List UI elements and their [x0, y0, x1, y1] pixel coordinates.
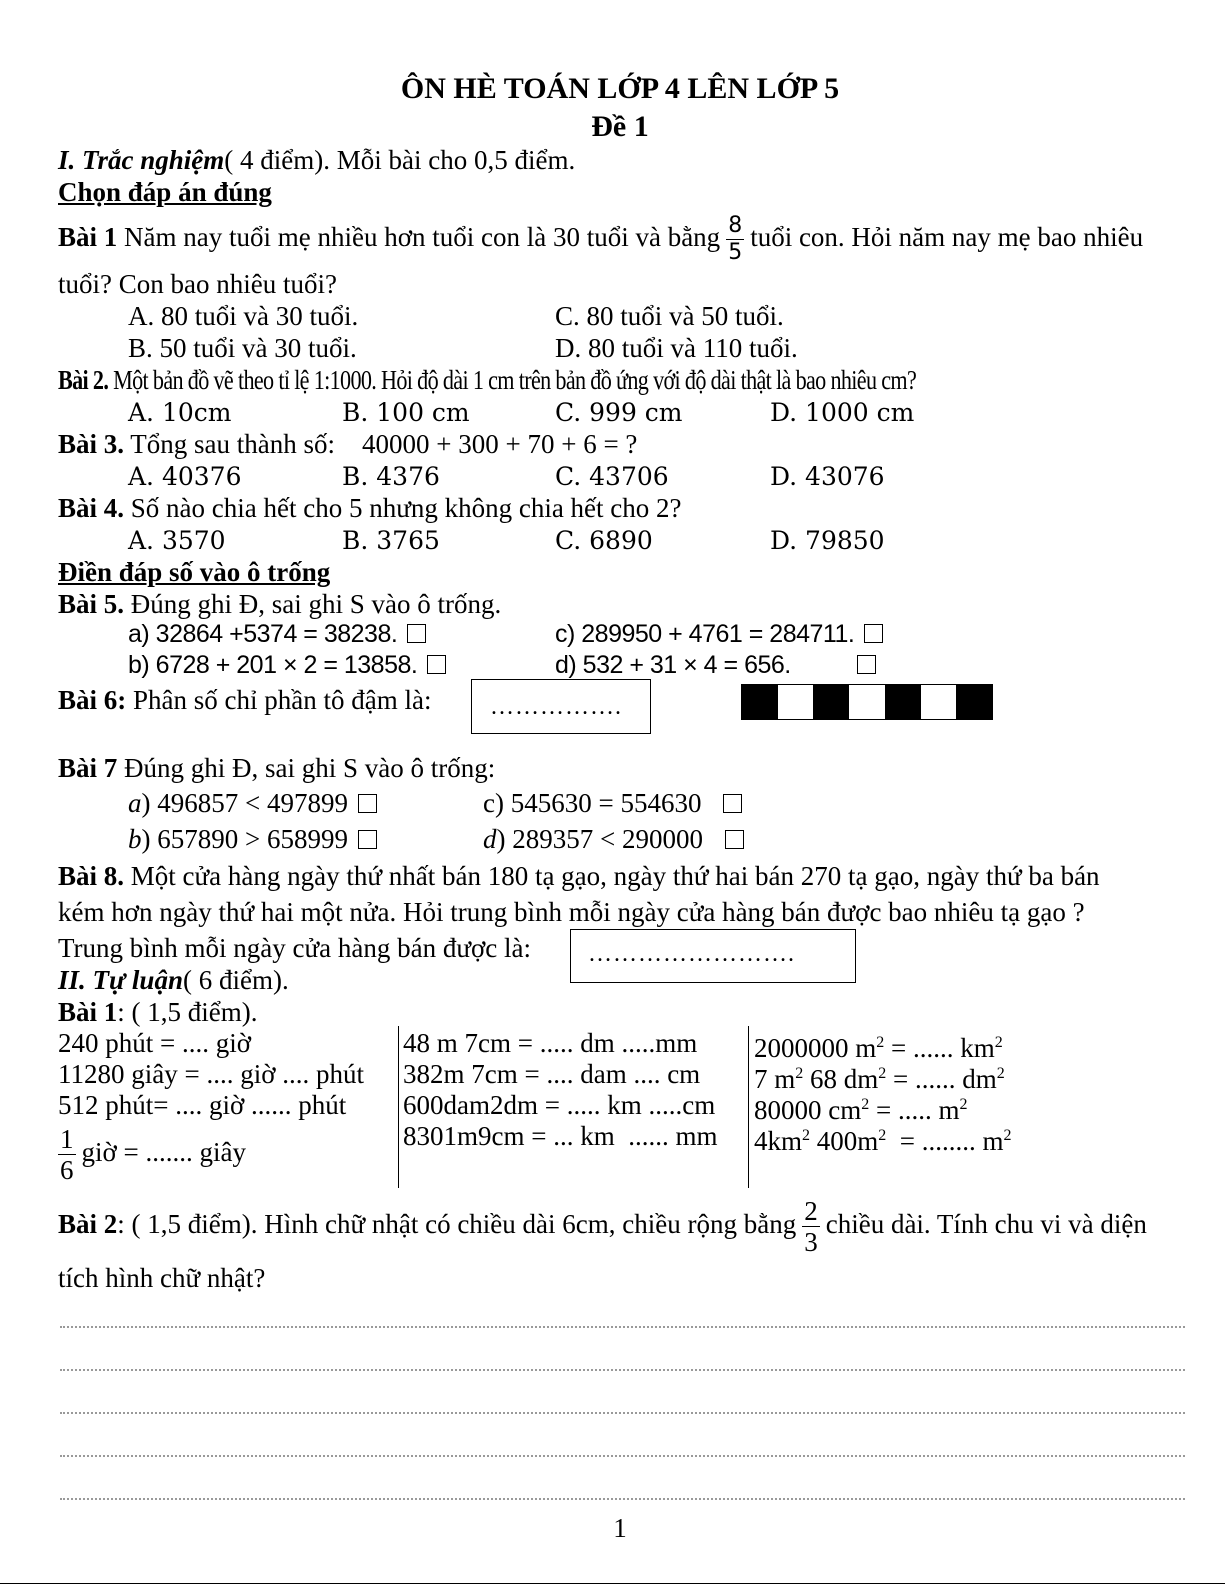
bai5-text: Đúng ghi Đ, sai ghi S vào ô trống. — [130, 589, 502, 619]
bai2-text: Một bản đồ vẽ theo tỉ lệ 1:1000. Hỏi độ dài 1 cm trên bản đồ ứng với độ dài thật là bao nhiêu cm? — [113, 365, 917, 395]
bai1-frac-num: 8 — [728, 213, 743, 239]
bai1-frac-den: 5 — [728, 240, 743, 266]
table-divider — [398, 1026, 399, 1188]
conv-frac-den: 6 — [60, 1155, 74, 1186]
bai8-blank: ……………………. — [588, 941, 795, 967]
bai2-question — [58, 364, 916, 396]
part2-heading — [58, 964, 289, 996]
bai3-label: Bài 3. — [58, 429, 125, 459]
bai6-blank: ……………. — [490, 694, 622, 720]
bai7-text: Đúng ghi Đ, sai ghi S vào ô trống: — [124, 753, 496, 783]
bai7-item-d-prefix: d — [483, 824, 497, 854]
answer-checkbox[interactable] — [427, 655, 446, 674]
bar-cell-shaded — [885, 685, 921, 719]
conv-col1-row1: 240 phút = .... giờ — [58, 1028, 252, 1058]
conv-col1-row4 — [58, 1120, 246, 1185]
page-subtitle: Đề 1 — [591, 110, 649, 143]
bai7-item-b — [128, 823, 377, 855]
bai3-option-a: A. 40376 — [128, 462, 242, 491]
tl1-text: : ( 1,5 điểm). — [117, 997, 258, 1027]
bai6-label: Bài 6: — [58, 685, 127, 715]
bar-cell-shaded — [813, 685, 849, 719]
tl2-question — [58, 1192, 1147, 1256]
tl1-label: Bài 1 — [58, 997, 118, 1027]
conv-col3-row2-c: = ...... dm — [886, 1064, 997, 1094]
bai7-item-c-text: ) 545630 = 554630 — [494, 788, 702, 818]
bai5-item-a-text: a) 32864 +5374 = 38238. — [128, 620, 398, 648]
conv-col3-row3-b: = ..... m — [869, 1095, 960, 1125]
conv-col3-row1-a: 2000000 m — [754, 1033, 877, 1063]
sup: 2 — [1003, 1127, 1012, 1144]
section-choose-answer: Chọn đáp án đúng — [58, 177, 272, 207]
table-divider — [748, 1026, 749, 1188]
conv-col3-row3-a: 80000 cm — [754, 1095, 862, 1125]
bai7-item-b-prefix: b — [128, 824, 142, 854]
conv-col1-row3: 512 phút= .... giờ ...... phút — [58, 1090, 347, 1120]
bai3-option-c: C. 43706 — [555, 462, 669, 491]
answer-checkbox[interactable] — [725, 830, 744, 849]
bai1-option-a: A. 80 tuổi và 30 tuổi. — [128, 301, 359, 331]
bai4-text: Số nào chia hết cho 5 nhưng không chia hết cho 2? — [130, 493, 682, 523]
bai4-option-d: D. 79850 — [770, 526, 885, 555]
tl2-label: Bài 2 — [58, 1209, 118, 1239]
bai1-text2: tuổi con. Hỏi năm nay mẹ bao nhiêu — [750, 222, 1144, 252]
page-bottom-rule — [0, 1583, 1225, 1584]
conv-col2-row2: 382m 7cm = .... dam .... cm — [403, 1059, 701, 1089]
sup: 2 — [996, 1065, 1005, 1082]
answer-checkbox[interactable] — [407, 624, 426, 643]
bai2-option-b: B. 100 cm — [342, 398, 470, 427]
tl2-frac-num: 2 — [804, 1196, 818, 1227]
tl2-frac-den: 3 — [804, 1227, 818, 1258]
bai7-question — [58, 752, 495, 784]
bai5-item-c — [555, 618, 883, 650]
tl2-text2: chiều dài. Tính chu vi và diện — [825, 1209, 1147, 1239]
sup: 2 — [878, 1065, 887, 1082]
conv-col3-row2-a: 7 m — [754, 1064, 796, 1094]
bai7-item-d-text: ) 289357 < 290000 — [496, 824, 703, 854]
bar-cell-shaded — [956, 685, 992, 719]
tl2-text3: tích hình chữ nhật? — [58, 1263, 266, 1293]
part2-heading-rest: ( 6 điểm). — [182, 965, 289, 995]
conv-col1-row2: 11280 giây = .... giờ .... phút — [58, 1059, 364, 1089]
bai1-text3: tuổi? Con bao nhiêu tuổi? — [58, 269, 337, 299]
bai1-fraction — [726, 213, 744, 266]
bai4-option-b: B. 3765 — [342, 526, 440, 555]
bai8-question — [58, 860, 1100, 892]
bai7-item-b-text: ) 657890 > 658999 — [141, 824, 348, 854]
bai1-option-d: D. 80 tuổi và 110 tuổi. — [555, 333, 798, 363]
bai7-item-a-prefix: a — [128, 788, 142, 818]
shaded-fraction-bar — [741, 684, 993, 720]
bai6-text: Phân số chỉ phần tô đậm là: — [133, 685, 432, 715]
bai8-label: Bài 8. — [58, 861, 125, 891]
conv-col2-row4: 8301m9cm = ... km ...... mm — [403, 1121, 718, 1151]
bai5-item-b — [128, 649, 446, 681]
bai7-label: Bài 7 — [58, 753, 118, 783]
sup: 2 — [959, 1096, 968, 1113]
answer-line[interactable] — [60, 1326, 1185, 1328]
answer-line[interactable] — [60, 1498, 1185, 1500]
conv-col3-row4-b: 400m — [810, 1126, 879, 1156]
bai8-text3: Trung bình mỗi ngày cửa hàng bán được là: — [58, 933, 531, 963]
conv-col3-row4-a: 4km — [754, 1126, 803, 1156]
bai8-text1: Một cửa hàng ngày thứ nhất bán 180 tạ gạo, ngày thứ hai bán 270 tạ gạo, ngày thứ ba bán — [130, 861, 1100, 891]
conv-col1-row4-text: giờ = ....... giây — [81, 1137, 246, 1167]
conv-col3-row2-b: 68 dm — [803, 1064, 879, 1094]
bai5-item-c-text: c) 289950 + 4761 = 284711. — [555, 620, 855, 648]
bai5-question — [58, 588, 501, 620]
bai8-text2: kém hơn ngày thứ hai một nửa. Hỏi trung bình mỗi ngày cửa hàng bán được bao nhiêu tạ gạo ? — [58, 897, 1085, 927]
bai1-option-b: B. 50 tuổi và 30 tuổi. — [128, 333, 357, 363]
bai5-item-d-text: d) 532 + 31 × 4 = 656. — [555, 651, 791, 679]
tl2-text1: : ( 1,5 điểm). Hình chữ nhật có chiều dài 6cm, chiều rộng bằng — [117, 1209, 797, 1239]
bai7-item-a — [128, 787, 377, 819]
page-number: 1 — [613, 1513, 627, 1543]
bar-cell-shaded — [742, 685, 778, 719]
answer-checkbox[interactable] — [358, 830, 377, 849]
conv-col3-row4-c: = ........ m — [886, 1126, 1004, 1156]
bai3-question — [58, 428, 637, 460]
bai1-option-c: C. 80 tuổi và 50 tuổi. — [555, 301, 784, 331]
bai7-item-c-prefix: c — [483, 788, 495, 818]
bai7-item-c — [483, 787, 742, 819]
sup: 2 — [876, 1034, 885, 1051]
bai4-question — [58, 492, 682, 524]
part1-heading-rest: ( 4 điểm). Mỗi bài cho 0,5 điểm. — [224, 145, 576, 175]
bai3-option-b: B. 4376 — [342, 462, 440, 491]
sup: 2 — [795, 1065, 804, 1082]
bai4-option-a: A. 3570 — [128, 526, 226, 555]
bai4-label: Bài 4. — [58, 493, 125, 523]
answer-line[interactable] — [60, 1412, 1185, 1414]
bai2-option-a: A. 10cm — [128, 398, 232, 427]
answer-checkbox[interactable] — [864, 624, 883, 643]
conv-col3-row4 — [754, 1120, 1012, 1157]
bar-cell-empty — [849, 685, 885, 719]
bai5-item-b-text: b) 6728 + 201 × 2 = 13858. — [128, 651, 418, 679]
answer-line[interactable] — [60, 1369, 1185, 1371]
bai2-label: Bài 2. — [58, 365, 109, 395]
conv-col2-row3: 600dam2dm = ..... km .....cm — [403, 1090, 716, 1120]
conv-col2-row1: 48 m 7cm = ..... dm .....mm — [403, 1028, 698, 1058]
page-title: ÔN HÈ TOÁN LỚP 4 LÊN LỚP 5 — [400, 72, 840, 105]
bai3-option-d: D. 43076 — [770, 462, 885, 491]
answer-checkbox[interactable] — [723, 794, 742, 813]
answer-line[interactable] — [60, 1455, 1185, 1457]
sup: 2 — [878, 1127, 887, 1144]
part1-heading — [58, 144, 575, 176]
bar-cell-empty — [921, 685, 957, 719]
bai4-option-c: C. 6890 — [555, 526, 653, 555]
bar-cell-empty — [778, 685, 814, 719]
conv-fraction — [58, 1124, 76, 1185]
bai6-question — [58, 684, 431, 716]
sup: 2 — [994, 1034, 1003, 1051]
answer-checkbox[interactable] — [857, 655, 876, 674]
bai2-option-d: D. 1000 cm — [770, 398, 915, 427]
bai5-label: Bài 5. — [58, 589, 125, 619]
bai1-text1: Năm nay tuổi mẹ nhiều hơn tuổi con là 30 tuổi và bằng — [124, 222, 721, 252]
bai1-question — [58, 207, 1143, 267]
bai1-label: Bài 1 — [58, 222, 118, 252]
section-fill-answer: Điền đáp số vào ô trống — [58, 557, 331, 587]
tl1-question — [58, 996, 258, 1028]
answer-checkbox[interactable] — [358, 794, 377, 813]
tl2-fraction — [802, 1196, 820, 1257]
bai5-item-d — [555, 649, 876, 681]
bai7-item-d — [483, 823, 744, 855]
bai2-option-c: C. 999 cm — [555, 398, 683, 427]
part2-title: II. Tự luận — [58, 965, 183, 995]
conv-col3-row1-b: = ...... km — [884, 1033, 995, 1063]
part1-title: I. Trắc nghiệm — [58, 145, 225, 175]
sup: 2 — [802, 1127, 811, 1144]
bai5-item-a — [128, 618, 426, 650]
conv-frac-num: 1 — [60, 1124, 74, 1155]
bai7-item-a-text: ) 496857 < 497899 — [141, 788, 348, 818]
bai3-text: Tổng sau thành số: 40000 + 300 + 70 + 6 = ? — [130, 429, 638, 459]
sup: 2 — [861, 1096, 870, 1113]
